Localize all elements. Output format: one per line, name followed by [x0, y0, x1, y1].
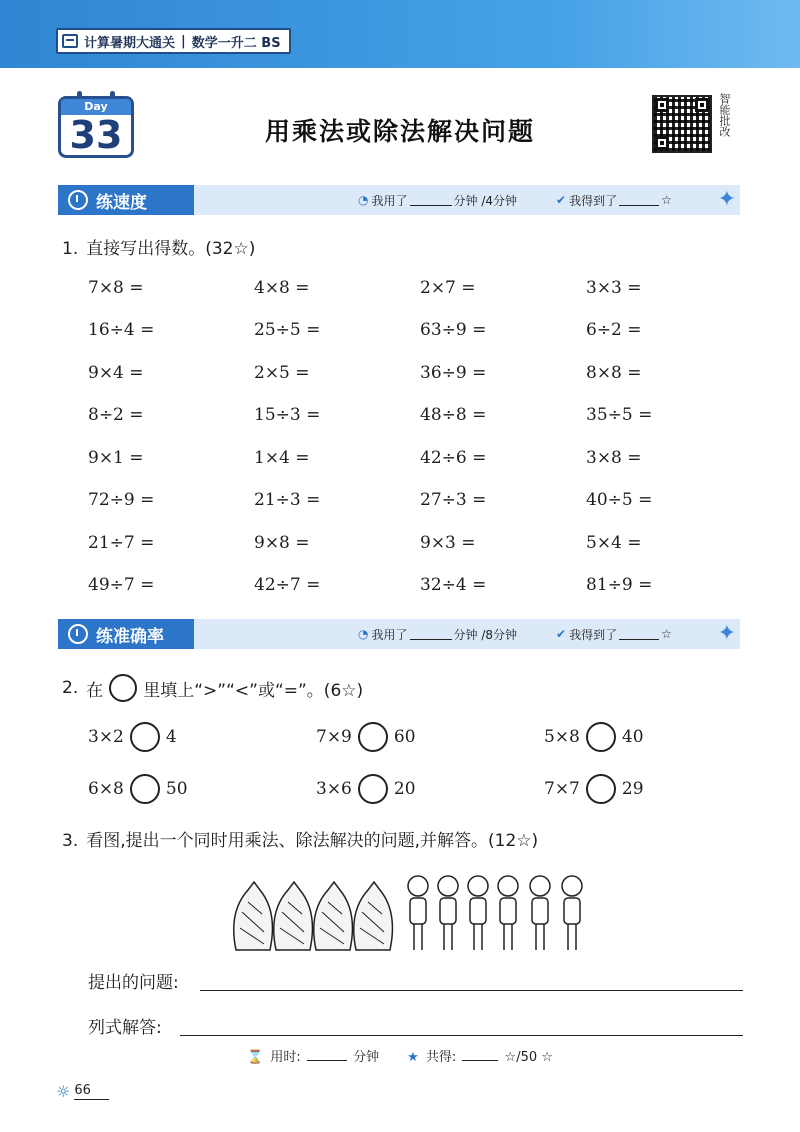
- star-decoration-icon: ✦: [717, 187, 736, 212]
- question-3-title: [62, 826, 538, 851]
- time-suffix: 分钟 /8分钟: [453, 627, 517, 642]
- calc-item: 48÷8 =: [420, 405, 487, 425]
- calc-item: 2×7 =: [420, 278, 476, 298]
- compare-left: 3×6: [316, 779, 352, 799]
- section-accuracy-bar: [58, 619, 740, 649]
- compare-right: 4: [165, 727, 177, 747]
- page-number: [56, 1082, 109, 1101]
- footer-total-unit: ☆/50: [504, 1050, 538, 1065]
- section-speed-bar: [58, 185, 740, 215]
- question-label: 提出的问题:: [88, 973, 179, 993]
- qr-code-icon[interactable]: [652, 95, 712, 153]
- calc-item: 9×3 =: [420, 533, 476, 553]
- question-answer-rule[interactable]: [200, 990, 743, 991]
- calc-item: 3×8 =: [586, 448, 642, 468]
- calc-item: 72÷9 =: [88, 490, 155, 510]
- calc-item: 9×8 =: [254, 533, 310, 553]
- clock-icon: ◔: [358, 627, 369, 641]
- compare-circle[interactable]: [586, 722, 616, 752]
- score-suffix: ☆: [661, 193, 672, 207]
- compare-item: [316, 774, 416, 804]
- question-2-title: [62, 674, 363, 702]
- calc-item: 21÷7 =: [88, 533, 155, 553]
- calc-item: 9×4 =: [88, 363, 144, 383]
- section-speed-tag: [58, 185, 194, 215]
- star-icon: ★: [407, 1050, 419, 1065]
- compare-right: 60: [393, 727, 416, 747]
- qr-corner: [655, 136, 669, 150]
- score-blank[interactable]: [619, 628, 659, 640]
- calc-item: 5×4 =: [586, 533, 642, 553]
- calc-item: 3×3 =: [586, 278, 642, 298]
- header-separator: |: [181, 33, 186, 49]
- check-circle-icon: ✔: [556, 193, 567, 207]
- score-blank[interactable]: [619, 194, 659, 206]
- calc-item: 42÷7 =: [254, 575, 321, 595]
- compare-circle[interactable]: [358, 722, 388, 752]
- book-title: 计算暑期大通关: [84, 35, 176, 51]
- calc-item: 16÷4 =: [88, 320, 155, 340]
- calc-item: 9×1 =: [88, 448, 144, 468]
- calc-item: 25÷5 =: [254, 320, 321, 340]
- footer-time-label: 用时:: [270, 1050, 301, 1065]
- calc-item: 49÷7 =: [88, 575, 155, 595]
- calc-item: 8÷2 =: [88, 405, 144, 425]
- calc-item: 6÷2 =: [586, 320, 642, 340]
- question-number: 1.: [62, 239, 79, 259]
- calc-item: 4×8 =: [254, 278, 310, 298]
- score-prefix: 我得到了: [569, 627, 618, 642]
- score-got: [556, 185, 672, 215]
- target-icon: [68, 624, 88, 644]
- book-subject: 数学一升二 BS: [191, 35, 281, 51]
- time-prefix: 我用了: [371, 627, 408, 642]
- page-number-text: 66: [74, 1083, 109, 1100]
- compare-left: 7×7: [544, 779, 580, 799]
- compare-left: 5×8: [544, 727, 580, 747]
- calc-item: 7×8 =: [88, 278, 144, 298]
- calc-item: 81÷9 =: [586, 575, 653, 595]
- question-number: 2.: [62, 678, 79, 698]
- question-text: 直接写出得数。(32☆): [86, 239, 256, 259]
- compare-left: 6×8: [88, 779, 124, 799]
- solution-answer-rule[interactable]: [180, 1035, 743, 1036]
- footer-time: [247, 1046, 379, 1065]
- calc-item: 35÷5 =: [586, 405, 653, 425]
- star-decoration-icon: ✦: [717, 621, 736, 646]
- qr-label: 智能批改: [718, 93, 731, 137]
- question-text: 看图,提出一个同时用乘法、除法解决的问题,并解答。(12☆): [86, 831, 539, 851]
- clock-icon: ◔: [358, 193, 369, 207]
- time-used: [358, 619, 517, 649]
- time-blank[interactable]: [410, 194, 452, 206]
- footer-total-blank[interactable]: [462, 1049, 498, 1061]
- section-accuracy-tag: [58, 619, 194, 649]
- hourglass-icon: ⌛: [247, 1050, 264, 1065]
- question-number: 3.: [62, 831, 79, 851]
- qr-corner: [655, 98, 669, 112]
- check-circle-icon: ✔: [556, 627, 567, 641]
- question-text-after: 里填上“>”“<”或“=”。(6☆): [143, 680, 364, 701]
- illustration-bags-and-children: [228, 872, 588, 952]
- footer-stats: [0, 1046, 800, 1065]
- compare-left: 3×2: [88, 727, 124, 747]
- compare-right: 50: [165, 779, 188, 799]
- compare-circle[interactable]: [358, 774, 388, 804]
- calc-item: 32÷4 =: [420, 575, 487, 595]
- header-book-label: [56, 28, 291, 54]
- compare-right: 29: [621, 779, 644, 799]
- score-prefix: 我得到了: [569, 193, 618, 208]
- section-speed-label: 练速度: [96, 192, 147, 213]
- question-text-before: 在: [86, 680, 104, 701]
- day-number: 33: [69, 113, 123, 157]
- time-blank[interactable]: [410, 628, 452, 640]
- solution-label: 列式解答:: [88, 1018, 162, 1038]
- calc-item: 21÷3 =: [254, 490, 321, 510]
- calc-item: 27÷3 =: [420, 490, 487, 510]
- calc-item: 36÷9 =: [420, 363, 487, 383]
- footer-time-blank[interactable]: [307, 1049, 347, 1061]
- calc-item: 8×8 =: [586, 363, 642, 383]
- compare-item: [316, 722, 416, 752]
- time-used: [358, 185, 517, 215]
- time-prefix: 我用了: [371, 193, 408, 208]
- compare-circle[interactable]: [130, 722, 160, 752]
- circle-blank-icon: [109, 674, 137, 702]
- qr-corner: [695, 98, 709, 112]
- solution-line: [88, 1013, 743, 1037]
- score-suffix: ☆: [661, 627, 672, 641]
- page-title: 用乘法或除法解决问题: [264, 117, 535, 146]
- footer-total-star: ☆: [541, 1050, 553, 1065]
- compare-item: [544, 774, 644, 804]
- calc-item: 63÷9 =: [420, 320, 487, 340]
- compare-item: [544, 722, 644, 752]
- compare-item: [88, 722, 177, 752]
- compare-circle[interactable]: [130, 774, 160, 804]
- sun-icon: ☼: [56, 1082, 71, 1101]
- child-icon: [408, 876, 582, 950]
- calc-item: 42÷6 =: [420, 448, 487, 468]
- time-suffix: 分钟 /4分钟: [453, 193, 517, 208]
- score-got: [556, 619, 672, 649]
- day-label: Day: [61, 99, 131, 115]
- question-1-title: [62, 234, 255, 259]
- question-line: [88, 968, 743, 992]
- stopwatch-icon: [68, 190, 88, 210]
- footer-total-label: 共得:: [425, 1050, 457, 1065]
- section-accuracy-label: 练准确率: [96, 626, 164, 647]
- compare-item: [88, 774, 188, 804]
- calc-item: 15÷3 =: [254, 405, 321, 425]
- calc-item: 1×4 =: [254, 448, 310, 468]
- compare-right: 40: [621, 727, 644, 747]
- compare-circle[interactable]: [586, 774, 616, 804]
- compare-right: 20: [393, 779, 416, 799]
- calc-item: 40÷5 =: [586, 490, 653, 510]
- footer-total: [407, 1046, 553, 1065]
- calc-item: 2×5 =: [254, 363, 310, 383]
- footer-time-unit: 分钟: [353, 1050, 380, 1065]
- book-icon: [62, 34, 78, 48]
- compare-left: 7×9: [316, 727, 352, 747]
